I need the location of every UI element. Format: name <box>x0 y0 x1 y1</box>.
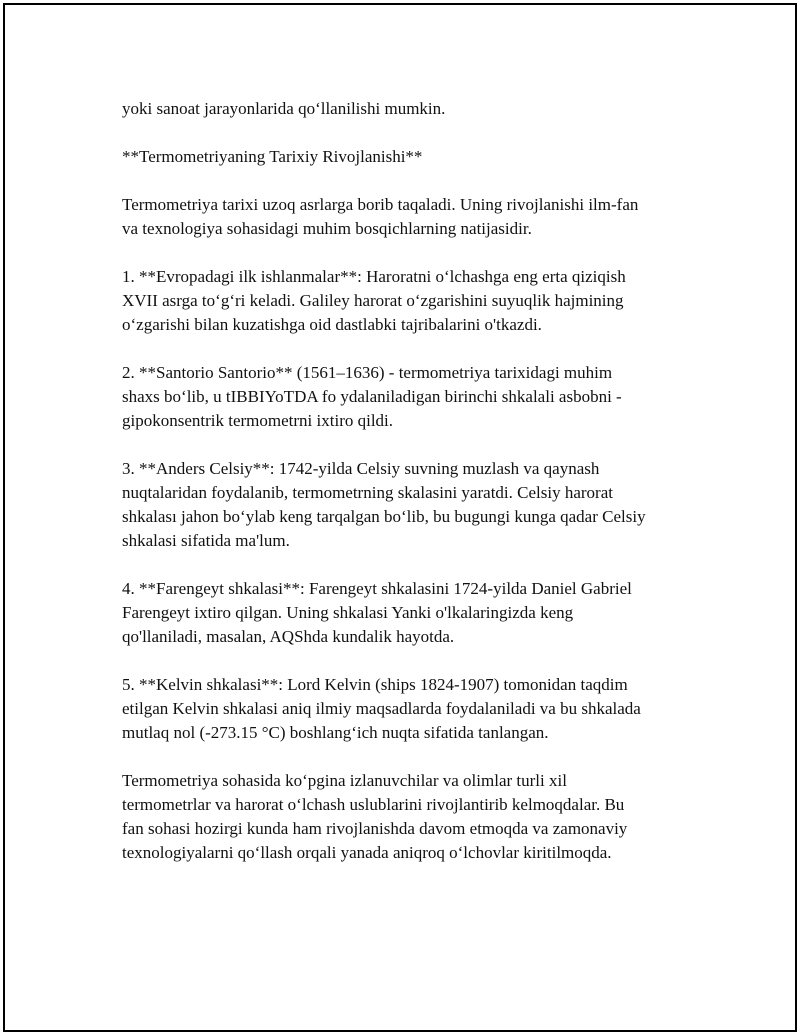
paragraph-history-intro <box>122 193 702 241</box>
text-line: qo'llaniladi, masalan, AQShda kundalik hayotda. <box>122 627 455 646</box>
text-line: fan sohasi hozirgi kunda ham rivojlanishda davom etmoqda va zamonaviy <box>122 819 628 838</box>
text-line: Termometriya sohasida ko‘pgina izlanuvchilar va olimlar turli xil <box>122 771 567 790</box>
text-line: 2. **Santorio Santorio** (1561–1636) - termometriya tarixidagi muhim <box>122 363 613 382</box>
text-line: Farengeyt ixtiro qilgan. Uning shkalasi Yanki o'lkalaringizda keng <box>122 603 574 622</box>
text-line: **Termometriyaning Tarixiy Rivojlanishi** <box>122 147 423 166</box>
text-line: termometrlar va harorat o‘lchash uslublarini rivojlantirib kelmoqdalar. Bu <box>122 795 625 814</box>
text-line: shkalası jahon bo‘ylab keng tarqalgan bo‘lib, bu bugungi kunga qadar Celsiy <box>122 507 646 526</box>
list-item-fahrenheit <box>122 577 702 649</box>
list-item-europe <box>122 265 702 337</box>
paragraph-conclusion <box>122 769 702 865</box>
page-frame <box>3 3 797 1032</box>
text-line: mutlaq nol (-273.15 °C) boshlang‘ich nuqta sifatida tanlangan. <box>122 723 549 742</box>
text-line: yoki sanoat jarayonlarida qo‘llanilishi mumkin. <box>122 99 446 118</box>
text-line: etilgan Kelvin shkalasi aniq ilmiy maqsadlarda foydalaniladi va bu shkalada <box>122 699 641 718</box>
section-heading <box>122 145 702 169</box>
text-line: shkalasi sifatida ma'lum. <box>122 531 290 550</box>
text-line: Termometriya tarixi uzoq asrlarga borib taqaladi. Uning rivojlanishi ilm-fan <box>122 195 639 214</box>
list-item-celsius <box>122 457 702 553</box>
list-item-santorio <box>122 361 702 433</box>
text-line: gipokonsentrik termometrni ixtiro qildi. <box>122 411 394 430</box>
text-line: 1. **Evropadagi ilk ishlanmalar**: Haroratni o‘lchashga eng erta qiziqish <box>122 267 626 286</box>
text-line: texnologiyalarni qo‘llash orqali yanada aniqroq o‘lchovlar kiritilmoqda. <box>122 843 612 862</box>
text-line: o‘zgarishi bilan kuzatishga oid dastlabki tajribalarini o'tkazdi. <box>122 315 542 334</box>
paragraph-intro-fragment <box>122 97 702 121</box>
list-item-kelvin <box>122 673 702 745</box>
text-line: XVII asrga to‘g‘ri keladi. Galiley harorat o‘zgarishini suyuqlik hajmining <box>122 291 624 310</box>
text-line: 3. **Anders Celsiy**: 1742-yilda Celsiy suvning muzlash va qaynash <box>122 459 600 478</box>
text-line: shaxs bo‘lib, u tIBBIYoTDA fo ydalaniladigan birinchi shkalali asbobni - <box>122 387 622 406</box>
text-line: 5. **Kelvin shkalasi**: Lord Kelvin (ships 1824-1907) tomonidan taqdim <box>122 675 628 694</box>
document-body <box>122 97 702 889</box>
text-line: va texnologiya sohasidagi muhim bosqichlarning natijasidir. <box>122 219 532 238</box>
text-line: nuqtalaridan foydalanib, termometrning skalasini yaratdi. Celsiy harorat <box>122 483 613 502</box>
text-line: 4. **Farengeyt shkalasi**: Farengeyt shkalasini 1724-yilda Daniel Gabriel <box>122 579 632 598</box>
